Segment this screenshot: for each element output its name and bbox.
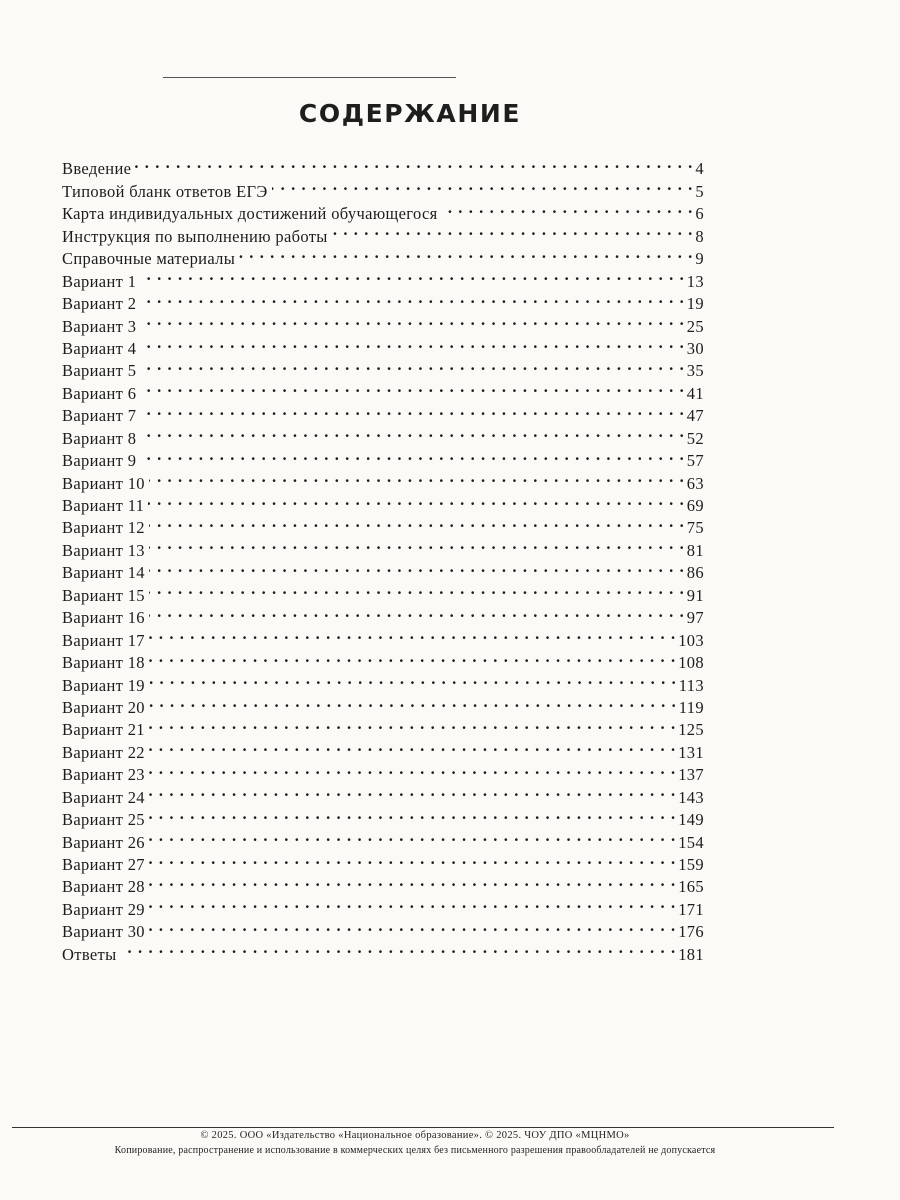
toc-leader-dots [149,601,685,623]
toc-entry-page-number: 30 [686,338,704,358]
toc-leader-dots [239,242,693,264]
toc-entry [62,870,704,897]
toc-entry-page-number: 63 [686,473,704,493]
toc-entry-label: Вариант 7 [62,406,137,426]
toc-entry-page-number: 35 [686,361,704,381]
toc-entry-page-number: 108 [678,653,704,673]
toc-entry-label: Вариант 4 [62,338,137,358]
toc-entry [62,713,704,740]
toc-leader-dots [140,264,684,286]
toc-entry-label: Ответы [62,944,117,964]
toc-leader-dots [149,623,676,645]
toc-entry-page-number: 8 [695,226,704,246]
toc-entry-label: Вариант 19 [62,675,145,695]
toc-entry-page-number: 75 [686,518,704,538]
toc-leader-dots [135,152,693,174]
toc-leader-dots [121,937,677,959]
toc-entry-label: Вариант 3 [62,316,137,336]
toc-entry [62,892,704,919]
toc-entry [62,668,704,695]
toc-entry [62,601,704,628]
toc-leader-dots [149,803,676,825]
toc-entry-label: Вариант 11 [62,496,145,515]
toc-entry-label: Вариант 22 [62,742,145,762]
toc-entry [62,152,704,179]
toc-entry [62,556,704,583]
toc-entry-page-number: 81 [686,540,704,560]
toc-entry [62,376,704,403]
footer-notice: Копирование, распространение и использование в коммерческих целях без письменного разрешения правообладателей не допускается [114,1145,716,1156]
toc-entry-page-number: 6 [695,204,704,224]
toc-entry-label: Вариант 25 [62,810,145,830]
toc-entry [62,825,704,852]
toc-leader-dots [442,197,694,219]
toc-leader-dots [140,309,684,331]
toc-entry-page-number: 19 [686,294,704,314]
toc-entry [62,848,704,874]
toc-entry [62,937,704,964]
toc-entry [62,511,704,538]
table-of-contents [62,152,704,964]
toc-entry [62,646,704,673]
toc-entry [62,354,704,381]
toc-entry-label: Вариант 18 [62,653,145,673]
toc-leader-dots [140,444,684,466]
toc-leader-dots [149,870,676,892]
footer-rule [12,1127,834,1128]
toc-leader-dots [272,174,694,196]
toc-entry-page-number: 171 [678,899,704,919]
toc-entry-page-number: 91 [686,585,704,605]
toc-entry-page-number: 165 [678,877,704,897]
toc-entry-page-number: 9 [695,249,704,269]
toc-entry-label: Вариант 23 [62,765,145,785]
toc-leader-dots [140,287,684,309]
toc-leader-dots [332,219,694,241]
toc-leader-dots [149,735,676,757]
toc-entry-label: Вариант 29 [62,899,145,919]
toc-entry [62,421,704,448]
toc-leader-dots [149,646,676,668]
toc-entry [62,803,704,830]
toc-leader-dots [140,354,684,376]
toc-entry [62,332,704,358]
toc-entry-label: Вариант 12 [62,518,145,538]
toc-leader-dots [148,489,685,511]
toc-entry-label: Вариант 24 [62,787,145,807]
toc-entry-page-number: 113 [678,675,704,695]
toc-entry-page-number: 86 [686,563,704,583]
toc-entry-label: Карта индивидуальных достижений обучающегося [62,204,438,224]
toc-entry-page-number: 69 [686,496,704,515]
toc-entry [62,735,704,762]
toc-entry-page-number: 181 [678,944,704,964]
toc-entry-label: Справочные материалы [62,249,236,269]
toc-entry-label: Вариант 10 [62,473,145,493]
toc-entry [62,915,704,942]
page-title: СОДЕРЖАНИЕ [298,99,522,128]
toc-leader-dots [149,533,685,555]
toc-entry-page-number: 125 [678,720,704,740]
toc-entry-label: Вариант 21 [62,720,145,740]
toc-entry [62,399,704,426]
toc-entry-label: Вариант 14 [62,563,145,583]
toc-entry [62,287,704,314]
toc-leader-dots [149,578,685,600]
toc-entry-page-number: 97 [686,608,704,628]
toc-entry [62,533,704,560]
toc-leader-dots [149,825,676,847]
toc-leader-dots [149,511,685,533]
footer-copyright: © 2025. ООО «Издательство «Национальное образование». © 2025. ЧОУ ДПО «МЦНМО» [200,1130,630,1141]
toc-entry [62,174,704,201]
toc-entry-page-number: 149 [678,810,704,830]
toc-entry-label: Типовой бланк ответов ЕГЭ [62,181,268,201]
toc-leader-dots [140,421,684,443]
toc-leader-dots [140,376,684,398]
toc-entry-page-number: 176 [678,922,704,942]
toc-entry-label: Вариант 13 [62,540,145,560]
toc-entry-page-number: 57 [686,451,704,471]
toc-entry-label: Вариант 8 [62,428,137,448]
toc-leader-dots [149,691,677,713]
toc-leader-dots [149,668,677,690]
toc-entry-page-number: 52 [686,428,704,448]
toc-entry-page-number: 4 [695,159,704,179]
toc-entry-label: Вариант 5 [62,361,137,381]
toc-entry-label: Вариант 15 [62,585,145,605]
toc-leader-dots [140,332,684,354]
toc-leader-dots [149,780,676,802]
toc-entry-label: Вариант 9 [62,451,137,471]
toc-entry-page-number: 25 [686,316,704,336]
toc-entry-label: Вариант 30 [62,922,145,942]
toc-entry-page-number: 41 [686,383,704,403]
toc-entry-label: Инструкция по выполнению работы [62,226,328,246]
toc-entry-page-number: 5 [695,181,704,201]
toc-entry-page-number: 159 [678,855,704,874]
toc-entry [62,444,704,471]
toc-entry [62,780,704,807]
toc-entry-page-number: 143 [678,787,704,807]
toc-leader-dots [149,758,676,780]
toc-entry [62,489,704,515]
toc-entry [62,758,704,785]
toc-leader-dots [149,556,685,578]
toc-entry-page-number: 47 [686,406,704,426]
toc-entry-label: Вариант 27 [62,855,145,874]
toc-entry [62,264,704,291]
toc-entry-label: Вариант 1 [62,271,137,291]
toc-entry-page-number: 103 [678,630,704,650]
toc-entry-page-number: 119 [678,697,704,717]
toc-entry-label: Вариант 26 [62,832,145,852]
toc-entry [62,691,704,717]
toc-entry-page-number: 154 [678,832,704,852]
toc-entry [62,623,704,650]
toc-entry-label: Вариант 16 [62,608,145,628]
toc-entry-label: Вариант 2 [62,294,137,314]
toc-entry [62,466,704,493]
toc-entry [62,578,704,605]
toc-entry-page-number: 137 [678,765,704,785]
toc-leader-dots [149,848,676,870]
top-rule [163,77,456,78]
toc-entry-page-number: 13 [686,271,704,291]
toc-entry-label: Вариант 28 [62,877,145,897]
toc-leader-dots [149,466,685,488]
toc-leader-dots [140,399,684,421]
toc-entry-label: Введение [62,159,132,179]
toc-leader-dots [149,713,676,735]
toc-leader-dots [149,915,676,937]
toc-entry-label: Вариант 6 [62,383,137,403]
toc-leader-dots [149,892,676,914]
toc-entry [62,309,704,336]
toc-entry-label: Вариант 20 [62,697,145,717]
toc-entry-page-number: 131 [678,742,704,762]
toc-entry-label: Вариант 17 [62,630,145,650]
